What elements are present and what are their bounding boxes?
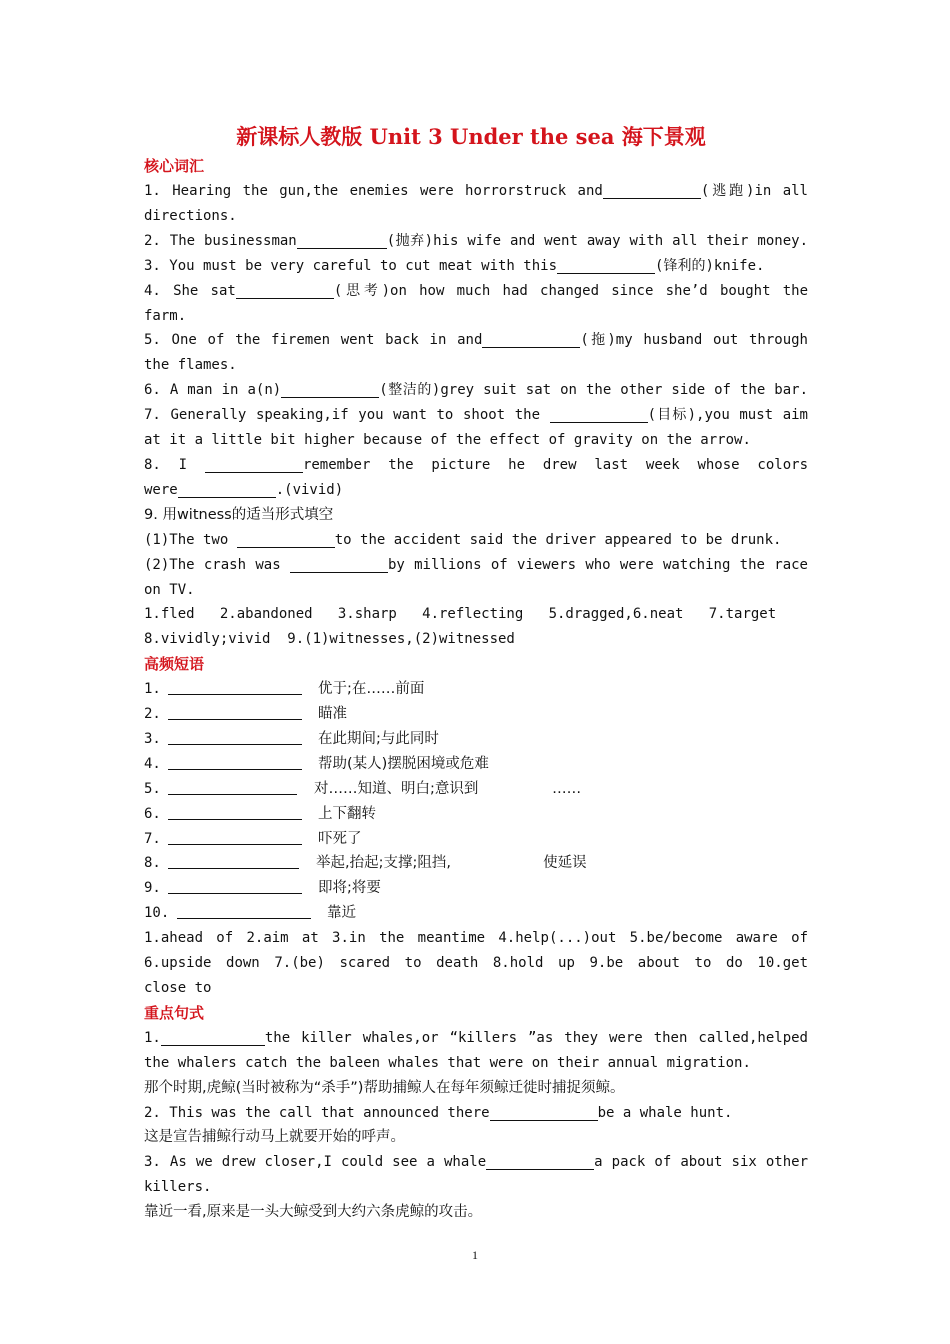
question-3: 3. You must be very careful to cut meat with this (锋利的)knife.	[144, 257, 765, 274]
answer-blank[interactable]	[161, 1029, 265, 1046]
answer-blank[interactable]	[168, 802, 302, 820]
answer-blank[interactable]	[237, 531, 335, 548]
question-9-1: (1)The two to the accident said the driver appeared to be drunk.	[144, 531, 782, 548]
answer-blank[interactable]	[177, 901, 311, 919]
sentence-2-translation: 这是宣告捕鲸行动马上就要开始的呼声。	[144, 1129, 405, 1146]
question-4-cont: farm.	[144, 307, 187, 324]
answer-blank[interactable]	[168, 876, 302, 894]
answer-blank[interactable]	[482, 331, 580, 348]
phrase-item: 9. 即将;将要	[144, 876, 808, 901]
answer-blank[interactable]	[486, 1153, 594, 1170]
phrase-item: 6. 上下翻转	[144, 802, 808, 827]
phrase-answers-3: close to	[144, 979, 212, 996]
section-heading-sentences: 重点句式	[144, 1003, 205, 1022]
answer-blank[interactable]	[205, 456, 303, 473]
page-number: 1	[472, 1248, 478, 1262]
answer-blank[interactable]	[290, 556, 388, 573]
phrase-item: 7. 吓死了	[144, 827, 808, 852]
answer-blank[interactable]	[168, 702, 302, 720]
question-2: 2. The businessman (抛弃)his wife and went away with all their money.	[144, 232, 808, 249]
sentence-1-translation: 那个时期,虎鲸(当时被称为“杀手”)帮助捕鲸人在每年须鲸迁徙时捕捉须鲸。	[144, 1079, 625, 1096]
question-9-2: (2)The crash was by millions of viewers who were watching the race	[144, 556, 808, 573]
question-1: 1. Hearing the gun,the enemies were horrorstruck and (逃跑)in all	[144, 183, 808, 199]
sentence-3: 3. As we drew closer,I could see a whale a pack of about six other	[144, 1154, 808, 1171]
question-7: 7. Generally speaking,if you want to shoot the (目标),you must aim	[144, 407, 808, 424]
question-1-cont: directions.	[144, 207, 237, 224]
question-4: 4. She sat (思考)on how much had changed since she’d bought the	[144, 282, 809, 299]
answer-blank[interactable]	[178, 481, 276, 498]
question-5-cont: the flames.	[144, 357, 237, 374]
phrase-answers-1: 1.ahead of 2.aim at 3.in the meantime 4.help(...)out 5.be/become aware of	[144, 930, 808, 947]
document-page	[144, 120, 808, 1225]
question-7-cont: at it a little bit higher because of the effect of gravity on the arrow.	[144, 432, 751, 449]
question-8-cont: were .(vivid)	[144, 481, 344, 498]
section-heading-phrases: 高频短语	[144, 655, 205, 674]
section-heading-vocab: 核心词汇	[144, 157, 205, 175]
answer-blank[interactable]	[603, 182, 701, 199]
answers-line-1: 1.fled 2.abandoned 3.sharp 4.reflecting 5.dragged,6.neat 7.target	[144, 606, 777, 623]
answer-blank[interactable]	[168, 777, 297, 795]
answer-blank[interactable]	[297, 232, 387, 249]
answer-blank[interactable]	[168, 727, 302, 745]
phrase-item: 5. 对……知道、明白;意识到 ……	[144, 777, 808, 802]
question-8: 8. I remember the picture he drew last week whose colors	[144, 456, 808, 473]
phrase-item: 3. 在此期间;与此同时	[144, 727, 808, 752]
answer-blank[interactable]	[557, 257, 655, 274]
answer-blank[interactable]	[490, 1104, 598, 1121]
phrase-item: 10. 靠近	[144, 901, 808, 926]
answers-line-2: 8.vividly;vivid 9.(1)witnesses,(2)witnessed	[144, 631, 515, 648]
phrase-item: 2. 瞄准	[144, 702, 808, 727]
question-5: 5. One of the firemen went back in and (拖)my husband out through	[144, 332, 808, 349]
sentence-1: 1. the killer whales,or “killers ”as they were then called,helped	[144, 1029, 808, 1046]
answer-blank[interactable]	[168, 677, 302, 695]
phrase-item: 8. 举起,抬起;支撑;阻挡, 使延误	[144, 851, 808, 876]
answer-blank[interactable]	[168, 827, 302, 845]
sentence-2: 2. This was the call that announced there be a whale hunt.	[144, 1104, 733, 1121]
phrase-item: 4. 帮助(某人)摆脱困境或危难	[144, 752, 808, 777]
answer-blank[interactable]	[281, 381, 379, 398]
answer-blank[interactable]	[168, 851, 299, 869]
question-9-2-cont: on TV.	[144, 581, 195, 598]
phrase-answers-2: 6.upside down 7.(be) scared to death 8.hold up 9.be about to do 10.get	[144, 955, 808, 972]
answer-blank[interactable]	[168, 752, 302, 770]
phrase-item: 1. 优于;在……前面	[144, 677, 808, 702]
answer-blank[interactable]	[550, 406, 648, 423]
answer-blank[interactable]	[236, 282, 334, 299]
sentence-1-cont: the whalers catch the baleen whales that were on their annual migration.	[144, 1054, 751, 1071]
question-6: 6. A man in a(n) (整洁的)grey suit sat on the other side of the bar.	[144, 382, 809, 399]
sentence-3-translation: 靠近一看,原来是一头大鲸受到大约六条虎鲸的攻击。	[144, 1204, 483, 1221]
page-title: 新课标人教版 Unit 3 Under the sea 海下景观	[236, 124, 706, 149]
sentence-3-cont: killers.	[144, 1179, 212, 1196]
question-9: 9. 用witness的适当形式填空	[144, 506, 334, 523]
